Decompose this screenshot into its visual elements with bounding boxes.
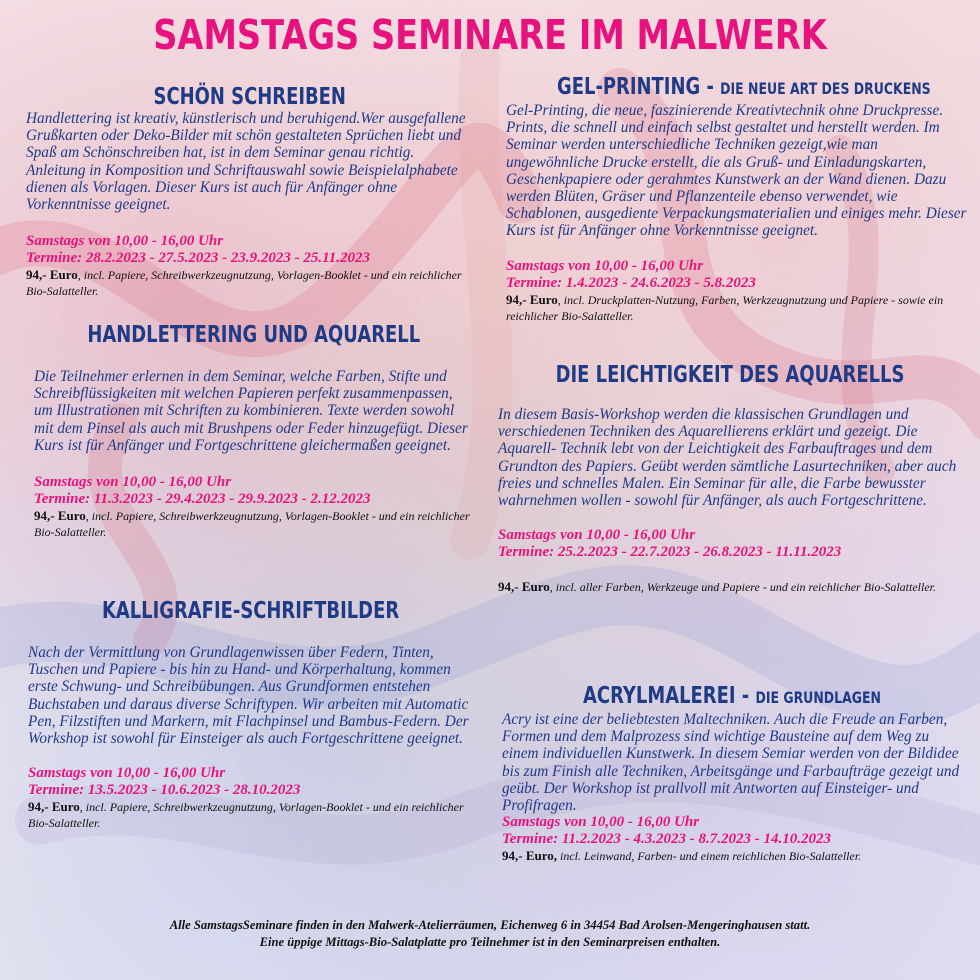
price-amount: 94,- Euro, bbox=[502, 848, 558, 864]
section-price bbox=[506, 292, 970, 324]
section-leichtigkeit-aquarell bbox=[498, 362, 962, 595]
price-details: , incl. Papiere, Schreibwerkzeugnutzung, Vorlagen-Booklet - und ein reichlicher Bio-Salatteller. bbox=[34, 509, 470, 540]
section-gel-printing bbox=[506, 74, 970, 324]
section-title: SCHÖN SCHREIBEN bbox=[153, 84, 346, 110]
section-acrylmalerei bbox=[502, 683, 962, 864]
section-title bbox=[553, 683, 912, 711]
section-dates: Termine: 25.2.2023 - 22.7.2023 - 26.8.2023 - 11.11.2023 bbox=[498, 544, 842, 561]
section-title: HANDLETTERING UND AQUARELL bbox=[87, 322, 421, 348]
section-title-sub: DIE GRUNDLAGEN bbox=[755, 688, 881, 707]
section-title-sub: DIE NEUE ART DES DRUCKENS bbox=[720, 79, 931, 98]
section-handlettering-aquarell bbox=[34, 322, 470, 540]
section-kalligrafie bbox=[28, 598, 470, 831]
section-dates: Termine: 1.4.2023 - 24.6.2023 - 5.8.2023 bbox=[506, 274, 756, 291]
price-amount: 94,- Euro bbox=[34, 508, 86, 524]
section-price bbox=[502, 848, 962, 864]
section-title: KALLIGRAFIE-SCHRIFTBILDER bbox=[101, 598, 400, 624]
footer-line-2: Eine üppige Mittags-Bio-Salatplatte pro Teilnehmer ist in den Seminarpreisen enthalten. bbox=[259, 935, 721, 949]
section-dates: Termine: 13.5.2023 - 10.6.2023 - 28.10.2023 bbox=[28, 782, 301, 799]
section-time: Samstags von 10,00 - 16,00 Uhr bbox=[502, 814, 700, 831]
section-body: Handlettering ist kreativ, künstlerisch und beruhigend.Wer ausgefallene Grußkarten oder Deko-Bilder mit schön gestalteten Sprüchen liebt und Spaß am Schönschreiben hat, ist in dem Seminar genau richtig. Anleitung in Komposition und Schriftauswahl sowie Beispielalphabete dienen als Vorlagen. Dieser Kurs ist auch für Anfänger ohne Vorkenntnisse geeignet. bbox=[26, 110, 466, 214]
section-body: Acry ist eine der beliebtesten Maltechniken. Auch die Freude an Farben, Formen und dem Malprozess sind wichtige Bausteine auf dem Weg zu einem individuellen Kunstwerk. In diesem Semiar werden von der Bildidee bis zum Finish alle Techniken, Arbeitsgänge und Farbaufträge gezeigt und geübt. Der Workshop ist prallvoll mit Antworten auf Einsteiger- und Profifragen. bbox=[502, 711, 960, 815]
price-amount: 94,- Euro bbox=[28, 799, 80, 815]
section-time: Samstags von 10,00 - 16,00 Uhr bbox=[506, 257, 704, 274]
price-details: incl. Leinwand, Farben- und einem reichlichen Bio-Salatteller. bbox=[557, 849, 862, 864]
section-dates: Termine: 28.2.2023 - 27.5.2023 - 23.9.2023 - 25.11.2023 bbox=[26, 250, 371, 267]
footer bbox=[0, 917, 980, 951]
section-title: DIE LEICHTIGKEIT DES AQUARELLS bbox=[555, 362, 905, 388]
section-body: Gel-Printing, die neue, faszinierende Kreativtechnik ohne Druckpresse. Prints, die schnell und einfach selbst gestaltet und herstellt werden. Im Seminar werden unterschiedliche Techniken gezeigt,wie man ungewöhnliche Drucke erstellt, die als Gruß- und Einladungskarten, Geschenkpapiere oder gerahmtes Kunstwerk an der Wand dienen. Dazu werden Blüten, Gräser und Pflanzenteile ebenso verwendet, wie Schablonen, ausgediente Verpackungsmaterialien und einiges mehr. Dieser Kurs ist für Anfänger ohne Vorkenntnisse geeignet. bbox=[506, 102, 967, 240]
section-price bbox=[26, 267, 470, 299]
price-amount: 94,- Euro bbox=[506, 291, 558, 307]
section-body: Die Teilnehmer erlernen in dem Seminar, welche Farben, Stifte und Schreibflüssigkeiten mit welchen Papieren perfekt zusammenpassen, um Illustrationen mit Schriften zu kombinieren. Texte werden sowohl mit dem Pinsel als auch mit Brushpens oder Feder hinzugefügt. Dieser Kurs ist für Anfänger und Fortgeschrittene gleichermaßen geeignet. bbox=[34, 368, 468, 454]
section-title-main: ACRYLMALEREI - bbox=[583, 683, 756, 709]
section-time: Samstags von 10,00 - 16,00 Uhr bbox=[498, 527, 696, 544]
section-title bbox=[557, 74, 931, 102]
price-details: , incl. Papiere, Schreibwerkzeugnutzung, Vorlagen-Booklet - und ein reichlicher Bio-Salatteller. bbox=[28, 800, 464, 831]
price-amount: 94,- Euro bbox=[26, 267, 78, 283]
price-details: , incl. Druckplatten-Nutzung, Farben, Werkzeugnutzung und Papiere - sowie ein reichlicher Bio-Salatteller. bbox=[506, 292, 944, 323]
section-price bbox=[498, 579, 962, 595]
section-price bbox=[34, 508, 470, 540]
section-body: Nach der Vermittlung von Grundlagenwissen über Federn, Tinten, Tuschen und Papiere - bis hin zu Hand- und Körperhaltung, kommen erste Schwung- und Schreibübungen. Aus Grundformen entstehen Buchstaben und daraus diverse Schriftypen. Wir arbeiten mit Automatic Pen, Filzstiften und Markern, mit Flachpinsel und Bambus-Federn. Der Workshop ist sowohl für Einsteiger als auch Fortgeschrittene geeignet. bbox=[28, 644, 469, 748]
page-title: SAMSTAGS SEMINARE IM MALWERK bbox=[153, 11, 827, 59]
section-dates: Termine: 11.2.2023 - 4.3.2023 - 8.7.2023 - 14.10.2023 bbox=[502, 831, 832, 848]
section-time: Samstags von 10,00 - 16,00 Uhr bbox=[26, 233, 224, 250]
section-body: In diesem Basis-Workshop werden die klassischen Grundlagen und verschiedenen Techniken des Aquarellierens erklärt und gezeigt. Die Aquarell- Technik lebt von der Leichtigkeit des Farbauftrages und dem Grundton des Papiers. Geübt werden sämtliche Lasurtechniken, aber auch freies und schnelles Malen. Ein Seminar für alle, die Farbe bewusster wahrnehmen wollen - sowohl für Anfänger, als auch Fortgeschrittene. bbox=[498, 406, 957, 510]
section-price bbox=[28, 799, 470, 831]
section-time: Samstags von 10,00 - 16,00 Uhr bbox=[34, 474, 232, 491]
price-details: , incl. aller Farben, Werkzeuge und Papiere - und ein reichlicher Bio-Salatteller. bbox=[549, 580, 937, 595]
section-schoen-schreiben bbox=[26, 84, 470, 299]
price-details: , incl. Papiere, Schreibwerkzeugnutzung, Vorlagen-Booklet - und ein reichlicher Bio-Salatteller. bbox=[26, 268, 462, 299]
section-dates: Termine: 11.3.2023 - 29.4.2023 - 29.9.2023 - 2.12.2023 bbox=[34, 491, 371, 508]
section-time: Samstags von 10,00 - 16,00 Uhr bbox=[28, 765, 226, 782]
footer-line-1: Alle SamstagsSeminare finden in den Malwerk-Atelierräumen, Eichenweg 6 in 34454 Bad Arolsen-Mengeringhausen statt. bbox=[169, 918, 811, 932]
price-amount: 94,- Euro bbox=[498, 579, 550, 595]
section-title-main: GEL-PRINTING - bbox=[557, 74, 721, 100]
